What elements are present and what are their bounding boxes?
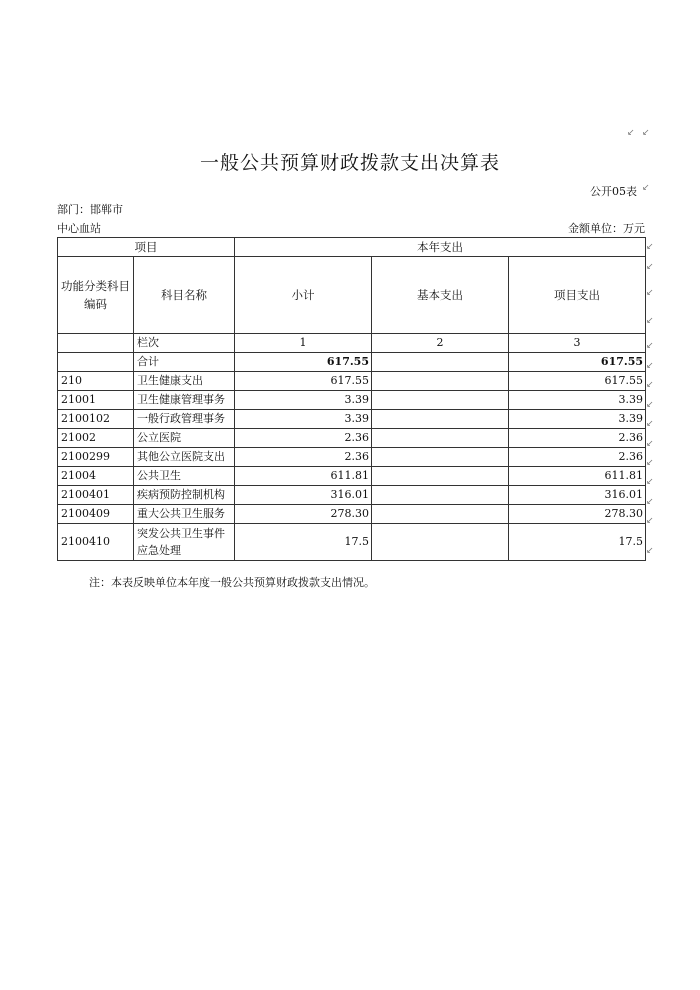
table-row [58, 410, 646, 429]
column-index-1: 1 [235, 334, 372, 353]
column-index-label: 栏次 [134, 334, 235, 353]
unit-name: 中心血站 [57, 222, 101, 235]
expenditure-table [57, 237, 646, 561]
row-subtotal: 316.01 [235, 486, 372, 505]
table-header-row-1 [58, 238, 646, 257]
row-name: 一般行政管理事务 [134, 410, 235, 429]
row-name: 卫生健康支出 [134, 372, 235, 391]
row-project: 617.55 [509, 372, 646, 391]
table-row [58, 505, 646, 524]
paragraph-mark: ↙ [627, 128, 635, 138]
total-subtotal: 617.55 [235, 353, 372, 372]
row-code: 21001 [58, 391, 134, 410]
total-row [58, 353, 646, 372]
table-row [58, 467, 646, 486]
row-subtotal: 611.81 [235, 467, 372, 486]
row-subtotal: 617.55 [235, 372, 372, 391]
row-project: 17.5 [509, 524, 646, 561]
total-label: 合计 [134, 353, 235, 372]
table-row [58, 429, 646, 448]
row-name: 重大公共卫生服务 [134, 505, 235, 524]
header-current-year: 本年支出 [235, 238, 646, 257]
paragraph-mark: ↙ [646, 497, 654, 507]
row-name: 疾病预防控制机构 [134, 486, 235, 505]
paragraph-mark: ↙ [642, 128, 650, 138]
row-code: 2100102 [58, 410, 134, 429]
paragraph-mark: ↙ [642, 183, 650, 193]
paragraph-mark: ↙ [646, 262, 654, 272]
row-project: 278.30 [509, 505, 646, 524]
row-project: 3.39 [509, 391, 646, 410]
paragraph-mark: ↙ [646, 380, 654, 390]
paragraph-mark: ↙ [646, 439, 654, 449]
paragraph-mark: ↙ [646, 400, 654, 410]
column-index-3: 3 [509, 334, 646, 353]
amount-unit: 金额单位：万元 [568, 222, 645, 235]
paragraph-mark: ↙ [646, 546, 654, 556]
row-subtotal: 3.39 [235, 410, 372, 429]
row-basic [372, 391, 509, 410]
row-basic [372, 429, 509, 448]
row-basic [372, 467, 509, 486]
header-basic: 基本支出 [372, 257, 509, 334]
row-basic [372, 505, 509, 524]
header-code: 功能分类科目编码 [58, 257, 134, 334]
paragraph-mark: ↙ [646, 341, 654, 351]
paragraph-mark: ↙ [646, 242, 654, 252]
row-name: 公立医院 [134, 429, 235, 448]
row-basic [372, 448, 509, 467]
row-basic [372, 486, 509, 505]
table-row [58, 524, 646, 561]
row-subtotal: 2.36 [235, 448, 372, 467]
paragraph-mark: ↙ [646, 316, 654, 326]
column-index-row [58, 334, 646, 353]
row-basic [372, 372, 509, 391]
form-code: 公开05表 [590, 185, 637, 198]
row-code: 2100410 [58, 524, 134, 561]
table-row [58, 448, 646, 467]
paragraph-mark: ↙ [646, 516, 654, 526]
row-subtotal: 278.30 [235, 505, 372, 524]
row-basic [372, 524, 509, 561]
row-name: 突发公共卫生事件应急处理 [134, 524, 235, 561]
row-project: 611.81 [509, 467, 646, 486]
column-index-2: 2 [372, 334, 509, 353]
header-subtotal: 小计 [235, 257, 372, 334]
row-subtotal: 3.39 [235, 391, 372, 410]
paragraph-mark: ↙ [646, 419, 654, 429]
row-project: 316.01 [509, 486, 646, 505]
department-label: 部门：邯郸市 [57, 203, 123, 216]
row-project: 3.39 [509, 410, 646, 429]
paragraph-mark: ↙ [646, 458, 654, 468]
row-code: 2100299 [58, 448, 134, 467]
total-basic [372, 353, 509, 372]
paragraph-mark: ↙ [646, 477, 654, 487]
table-header-row-2 [58, 257, 646, 334]
row-code: 21002 [58, 429, 134, 448]
footnote: 注：本表反映单位本年度一般公共预算财政拨款支出情况。 [89, 576, 375, 589]
page-title: 一般公共预算财政拨款支出决算表 [199, 152, 500, 174]
total-project: 617.55 [509, 353, 646, 372]
row-code: 210 [58, 372, 134, 391]
row-code: 2100409 [58, 505, 134, 524]
row-name: 其他公立医院支出 [134, 448, 235, 467]
table-row [58, 372, 646, 391]
row-subtotal: 17.5 [235, 524, 372, 561]
header-item: 项目 [58, 238, 235, 257]
row-project: 2.36 [509, 429, 646, 448]
header-project: 项目支出 [509, 257, 646, 334]
table-row [58, 486, 646, 505]
row-basic [372, 410, 509, 429]
paragraph-mark: ↙ [646, 288, 654, 298]
header-name: 科目名称 [134, 257, 235, 334]
row-name: 公共卫生 [134, 467, 235, 486]
row-code: 2100401 [58, 486, 134, 505]
row-subtotal: 2.36 [235, 429, 372, 448]
paragraph-mark: ↙ [646, 361, 654, 371]
table-row [58, 391, 646, 410]
row-project: 2.36 [509, 448, 646, 467]
row-code: 21004 [58, 467, 134, 486]
row-name: 卫生健康管理事务 [134, 391, 235, 410]
